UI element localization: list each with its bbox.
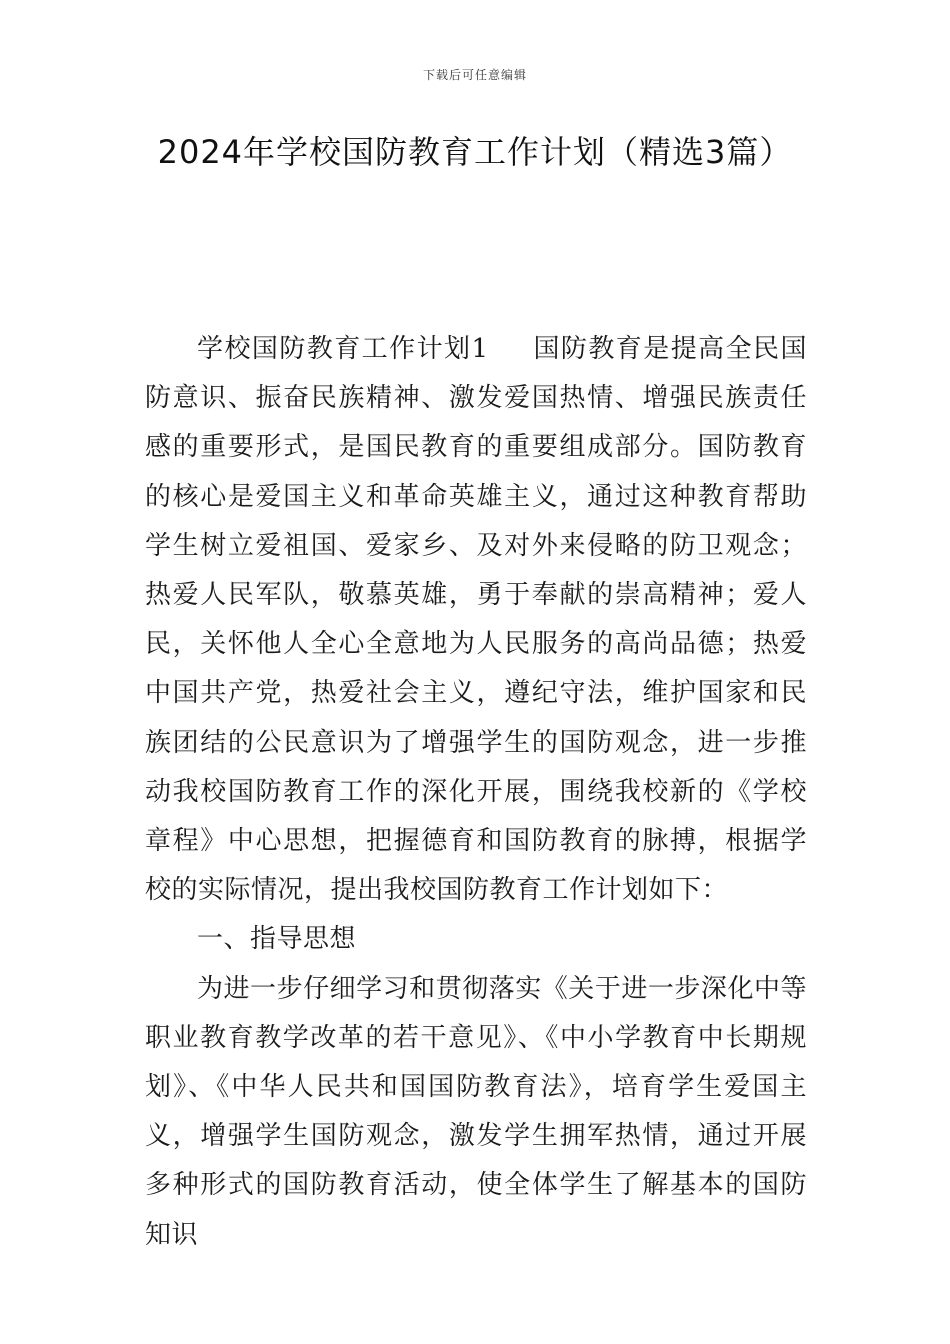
subheading-guiding-ideology: 一、指导思想 [197, 924, 357, 955]
intro-text: 国防教育是提高全民国防意识、振奋民族精神、激发爱国热情、增强民族责任感的重要形式，是国民教育的重要组成部分。国防教育的核心是爱国主义和革命英雄主义，通过这种教育帮助学生树立爱祖国、爱家乡、及对外来侵略的防卫观念；热爱人民军队，敬慕英雄，勇于奉献的崇高精神；爱人民，关怀他人全心全意地为人民服务的高尚品德；热爱中国共产党，热爱社会主义，遵纪守法，维护国家和民族团结的公民意识为了增强学生的国防观念，进一步推动我校国防教育工作的深化开展，围绕我校新的《学校章程》中心思想，把握德育和国防教育的脉搏，根据学校的实际情况，提出我校国防教育工作计划如下： [145, 334, 807, 906]
intro-paragraph [145, 325, 807, 915]
document-body [145, 325, 807, 1260]
document-title: 2024年学校国防教育工作计划（精选3篇） [157, 133, 793, 171]
paragraph-guiding-ideology: 为进一步仔细学习和贯彻落实《关于进一步深化中等职业教育教学改革的若干意见》、《中小学教育中长期规划》、《中华人民共和国国防教育法》，培育学生爱国主义，增强学生国防观念，激发学生拥军热情，通过开展多种形式的国防教育活动，使全体学生了解基本的国防知识 [145, 973, 807, 1250]
header-note: 下载后可任意编辑 [422, 68, 527, 82]
section-heading: 学校国防教育工作计划1 [197, 334, 489, 364]
